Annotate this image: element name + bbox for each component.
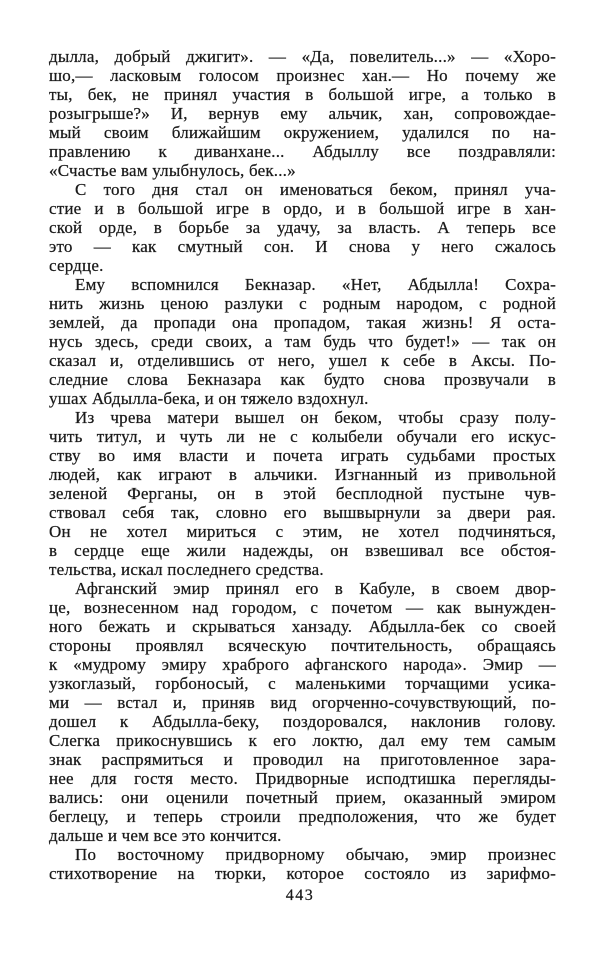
text-line: сердце.: [49, 256, 104, 275]
text-line: дальше и чем все это кончится.: [49, 826, 282, 845]
text-line: Слегка прикоснувшись к его локтю, дал ему тем самым: [49, 731, 556, 750]
paragraph: [49, 845, 556, 883]
text-line: С того дня стал он именоваться беком, принял уча-: [75, 180, 556, 199]
text-line: ты, бек, не принял участия в большой игре, а только в: [49, 85, 556, 104]
text-line: По восточному придворному обычаю, эмир произнес: [75, 845, 556, 864]
paragraph: [49, 275, 556, 408]
text-line: ствовал себя так, словно его вышвырнули за двери рая.: [49, 503, 556, 522]
text-line: вались: они оценили почетный прием, оказанный эмиром: [49, 788, 556, 807]
page-number: 443: [285, 887, 315, 904]
text-line: нусь здесь, среди своих, а там будь что будет!» — так он: [49, 332, 556, 351]
text-line: мый своим ближайшим окружением, удалился по на-: [49, 123, 556, 142]
paragraph: [49, 180, 556, 275]
text-line: стихотворение на тюрки, которое состояло из зарифмо-: [49, 864, 556, 883]
text-line: Он не хотел мириться с этим, не хотел подчиняться,: [49, 522, 556, 541]
text-line: тельства, искал последнего средства.: [49, 560, 324, 579]
text-line: стие и в большой игре в ордо, и в большой игре в хан-: [49, 199, 556, 218]
text-line: ного бежать и скрываться ханзаду. Абдылла-бек со своей: [49, 617, 556, 636]
text-line: людей, как играют в альчики. Изгнанный из привольной: [49, 465, 556, 484]
text-line: землей, да пропади она пропадом, такая жизнь! Я оста-: [49, 313, 556, 332]
text-line: Из чрева матери вышел он беком, чтобы сразу полу-: [75, 408, 556, 427]
text-line: нее для гостя место. Придворные исподтишка перегляды-: [49, 769, 556, 788]
text-line: розыгрыше?» И, вернув ему альчик, хан, сопровождае-: [49, 104, 556, 123]
text-line: правлению к диванхане... Абдыллу все поздравляли:: [49, 142, 556, 161]
text-line: Афганский эмир принял его в Кабуле, в своем двор-: [75, 579, 556, 598]
text-line: следние слова Бекназара как будто снова прозвучали в: [49, 370, 556, 389]
text-line: знак распрямиться и проводил на приготовленное зара-: [49, 750, 556, 769]
paragraph: [49, 579, 556, 845]
text-line: к «мудрому эмиру храброго афганского народа». Эмир —: [49, 655, 556, 674]
text-line: це, вознесенном над городом, с почетом — как вынужден-: [49, 598, 556, 617]
paragraph: [49, 408, 556, 579]
text-line: сказал и, отделившись от него, ушел к себе в Аксы. По-: [49, 351, 556, 370]
text-line: шо,— ласковым голосом произнес хан.— Но почему же: [49, 66, 556, 85]
text-line: ской орде, в борьбе за удачу, за власть. А теперь все: [49, 218, 556, 237]
text-line: дылла, добрый джигит». — «Да, повелитель...» — «Хоро-: [49, 47, 556, 66]
text-line: «Счастье вам улыбнулось, бек...»: [49, 161, 296, 180]
text-line: беглецу, и теперь строили предположения, что же будет: [49, 807, 556, 826]
text-line: зеленой Ферганы, он в этой бесплодной пустыне чув-: [49, 484, 556, 503]
text-line: Ему вспомнился Бекназар. «Нет, Абдылла! Сохра-: [75, 275, 556, 294]
text-line: ми — встал и, приняв вид огорченно-сочувствующий, по-: [49, 693, 556, 712]
text-line: ушах Абдылла-бека, и он тяжело вздохнул.: [49, 389, 369, 408]
text-column: [49, 47, 556, 883]
text-line: узкоглазый, горбоносый, с маленькими торчащими усика-: [49, 674, 556, 693]
paragraph: [49, 47, 556, 180]
text-line: в сердце еще жили надежды, он взвешивал все обстоя-: [49, 541, 556, 560]
text-line: это — как смутный сон. И снова у него сжалось: [49, 237, 556, 256]
text-line: нить жизнь ценою разлуки с родным народом, с родной: [49, 294, 556, 313]
text-line: чить титул, и чуть ли не с колыбели обучали его искус-: [49, 427, 556, 446]
text-line: стороны проявлял всяческую почтительность, обращаясь: [49, 636, 556, 655]
text-line: дошел к Абдылла-беку, поздоровался, наклонив голову.: [49, 712, 556, 731]
text-line: ству во имя власти и почета играть судьбами простых: [49, 446, 556, 465]
